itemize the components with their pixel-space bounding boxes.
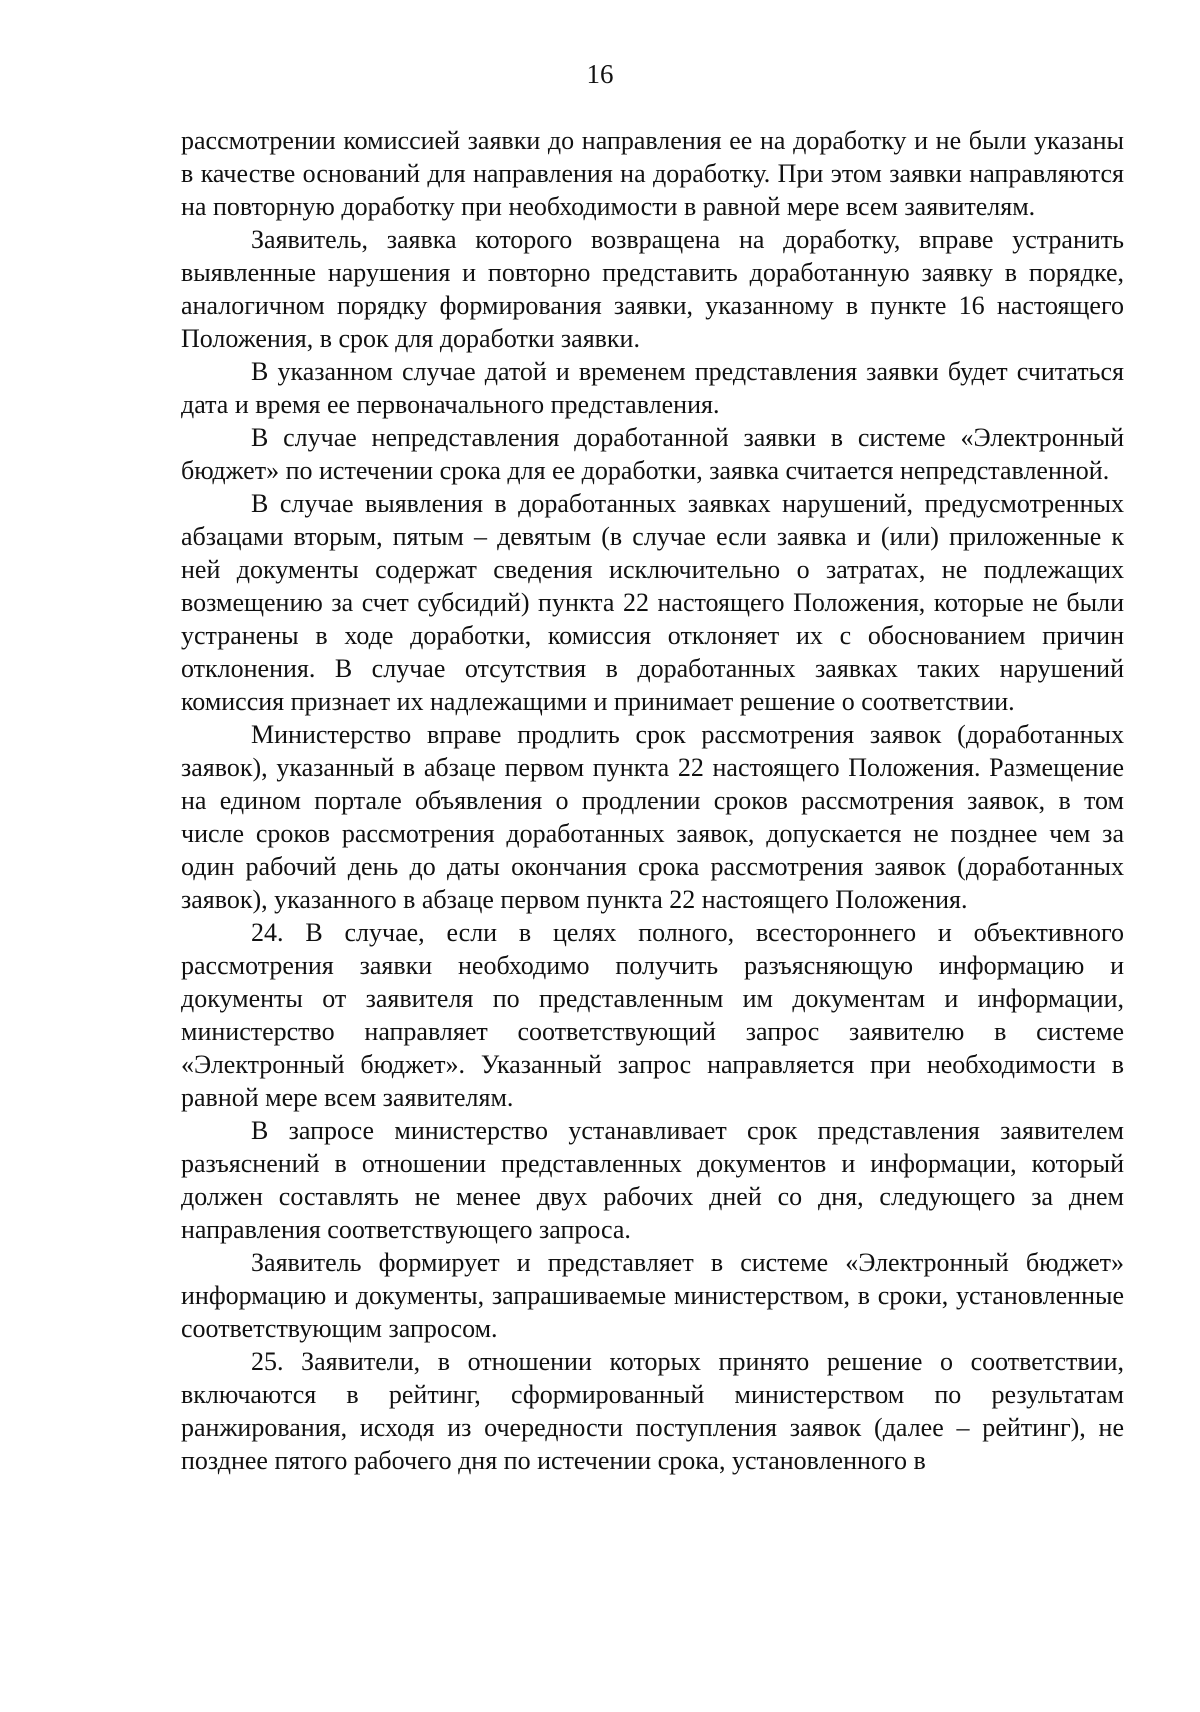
paragraph: В случае непредставления доработанной заявки в системе «Электронный бюджет» по истечении срока для ее доработки, заявка считается непредставленной. xyxy=(181,423,1124,485)
paragraph-item-25: 25. Заявители, в отношении которых принято решение о соответствии, включаются в рейтинг, сформированный министерством по результатам ранжирования, исходя из очередности поступления заявок (далее – рейтинг), не позднее пятого рабочего дня по истечении срока, установленного в xyxy=(181,1347,1124,1475)
paragraph: Министерство вправе продлить срок рассмотрения заявок (доработанных заявок), указанный в абзаце первом пункта 22 настоящего Положения. Размещение на едином портале объявления о продлении сроков рассмотрения заявок, в том числе сроков рассмотрения доработанных заявок, допускается не позднее чем за один рабочий день до даты окончания срока рассмотрения заявок (доработанных заявок), указанного в абзаце первом пункта 22 настоящего Положения. xyxy=(181,720,1124,914)
page-number: 16 xyxy=(586,59,614,89)
paragraph-continuation: рассмотрении комиссией заявки до направления ее на доработку и не были указаны в качестве оснований для направления на доработку. При этом заявки направляются на повторную доработку при необходимости в равной мере всем заявителям. xyxy=(181,126,1124,221)
paragraph-item-24: 24. В случае, если в целях полного, всестороннего и объективного рассмотрения заявки необходимо получить разъясняющую информацию и документы от заявителя по представленным им документам и информации, министерство направляет соответствующий запрос заявителю в системе «Электронный бюджет». Указанный запрос направляется при необходимости в равной мере всем заявителям. xyxy=(181,918,1124,1112)
paragraph: Заявитель, заявка которого возвращена на доработку, вправе устранить выявленные нарушения и повторно представить доработанную заявку в порядке, аналогичном порядку формирования заявки, указанному в пункте 16 настоящего Положения, в срок для доработки заявки. xyxy=(181,225,1124,353)
paragraph: В запросе министерство устанавливает срок представления заявителем разъяснений в отношении представленных документов и информации, который должен составлять не менее двух рабочих дней со дня, следующего за днем направления соответствующего запроса. xyxy=(181,1116,1124,1244)
paragraph: В указанном случае датой и временем представления заявки будет считаться дата и время ее первоначального представления. xyxy=(181,357,1124,419)
document-body xyxy=(181,124,1124,1477)
paragraph: Заявитель формирует и представляет в системе «Электронный бюджет» информацию и документы, запрашиваемые министерством, в сроки, установленные соответствующим запросом. xyxy=(181,1248,1124,1343)
paragraph: В случае выявления в доработанных заявках нарушений, предусмотренных абзацами вторым, пятым – девятым (в случае если заявка и (или) приложенные к ней документы содержат сведения исключительно о затратах, не подлежащих возмещению за счет субсидий) пункта 22 настоящего Положения, которые не были устранены в ходе доработки, комиссия отклоняет их с обоснованием причин отклонения. В случае отсутствия в доработанных заявках таких нарушений комиссия признает их надлежащими и принимает решение о соответствии. xyxy=(181,489,1124,716)
